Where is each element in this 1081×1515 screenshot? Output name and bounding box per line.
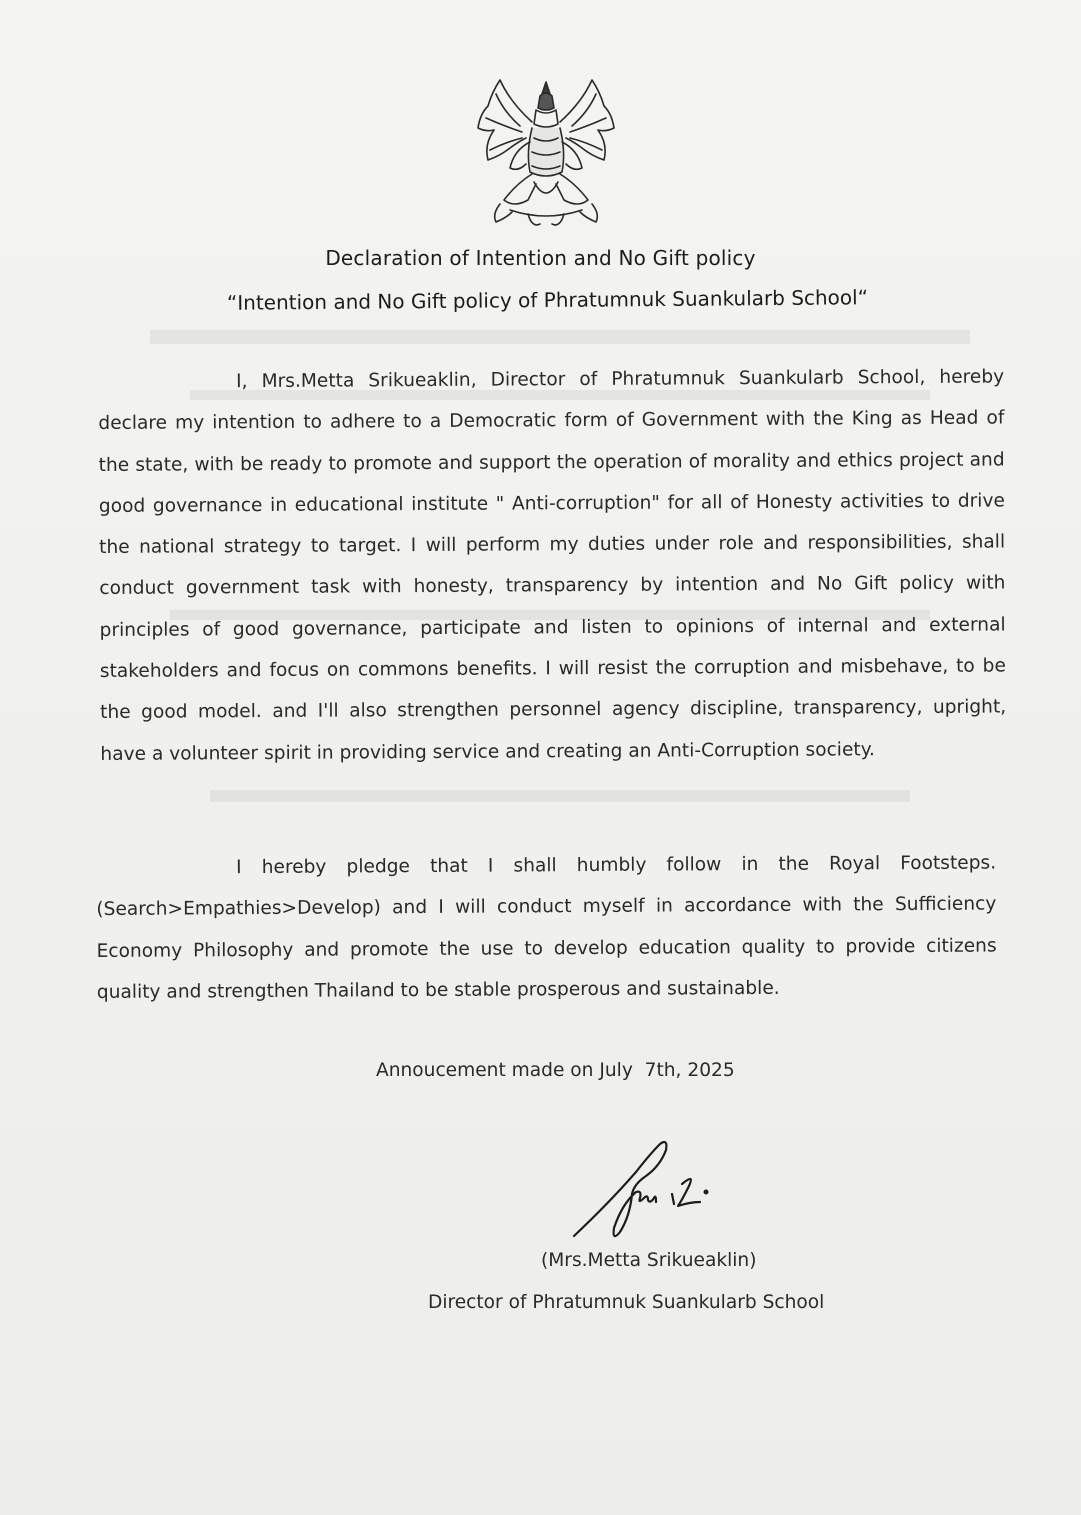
signer-name: (Mrs.Metta Srikueaklin) bbox=[541, 1250, 757, 1271]
announcement-date: Annoucement made on July 7th, 2025 bbox=[376, 1060, 735, 1081]
declaration-subtitle: “Intention and No Gift policy of Phratumnuk Suankularb School“ bbox=[226, 285, 869, 315]
declaration-paragraph-1: I, Mrs.Metta Srikueaklin, Director of Phratumnuk Suankularb School, hereby declare my intention to adhere to a Democratic form of Government with the King as Head of the state, with be ready to promote and support the operation of morality and ethics project and good governance in educational institute " Anti-corruption" for all of Honesty activities to drive the national strategy to target. I will perform my duties under role and responsibilities, shall conduct government task with honesty, transparency by intention and No Gift policy with principles of good governance, participate and listen to opinions of internal and external stakeholders and focus on commons benefits. I will resist the corruption and misbehave, to be the good model. and I'll also strengthen personnel agency discipline, transparency, upright, have a volunteer spirit in providing service and creating an Anti-Corruption society. bbox=[98, 366, 1007, 765]
declaration-paragraph-2: I hereby pledge that I shall humbly follow in the Royal Footsteps. (Search>Empathies>Develop) and I will conduct myself in accordance with the Sufficiency Economy Philosophy and promote the use to develop education quality to provide citizens quality and strengthen Thailand to be stable prosperous and sustainable. bbox=[96, 852, 997, 1003]
garuda-emblem-icon bbox=[470, 72, 622, 232]
declaration-title: Declaration of Intention and No Gift policy bbox=[325, 246, 756, 270]
handwritten-signature-icon bbox=[570, 1132, 720, 1247]
signer-position: Director of Phratumnuk Suankularb School bbox=[428, 1292, 825, 1313]
